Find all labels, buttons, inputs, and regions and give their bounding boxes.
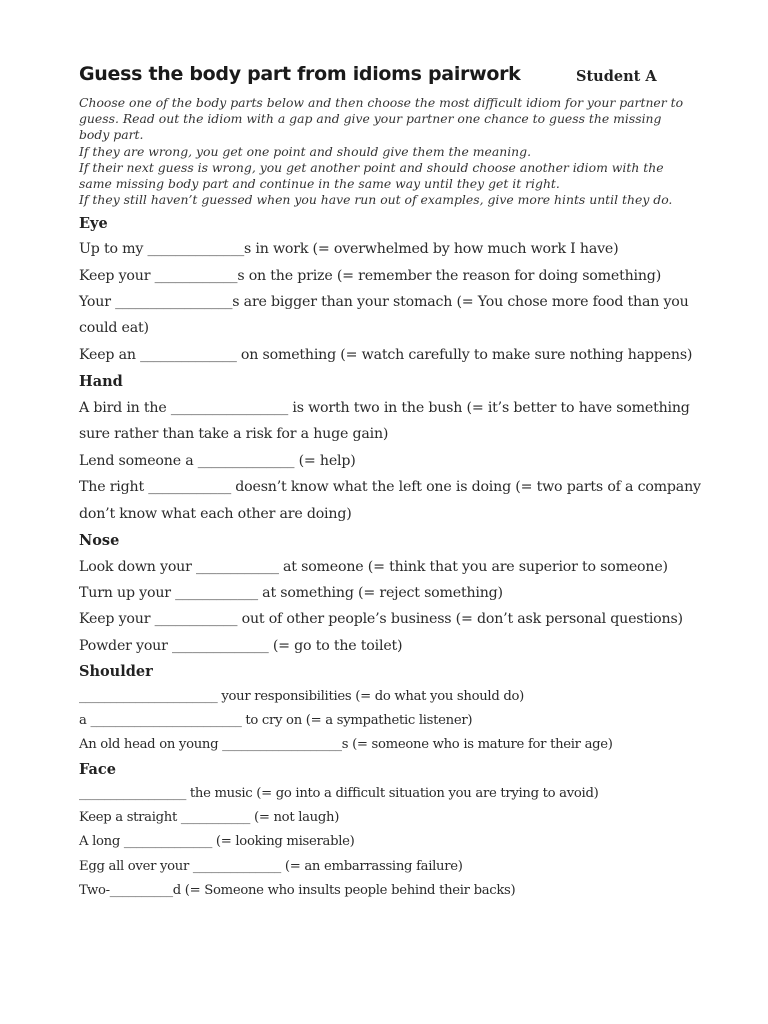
idiom-line: A long ______________ (= looking miserable) bbox=[79, 834, 355, 849]
page-title: Guess the body part from idioms pairwork bbox=[79, 63, 521, 85]
idiom-line: A bird in the _________________ is worth two in the bush (= it’s better to have something bbox=[79, 400, 690, 416]
section-title-face: Face bbox=[79, 761, 116, 778]
instruction-paragraph: If they still haven’t guessed when you have run out of examples, give more hints until they do. bbox=[79, 192, 673, 208]
idiom-line: Keep an ______________ on something (= watch carefully to make sure nothing happens) bbox=[79, 347, 693, 363]
idiom-line: sure rather than take a risk for a huge gain) bbox=[79, 426, 389, 442]
idiom-line: Your _________________s are bigger than your stomach (= You chose more food than you bbox=[79, 294, 689, 310]
idiom-line: Powder your ______________ (= go to the toilet) bbox=[79, 638, 403, 654]
student-label: Student A bbox=[576, 68, 657, 85]
idiom-line: could eat) bbox=[79, 320, 149, 336]
instruction-paragraph: Choose one of the body parts below and then choose the most difficult idiom for your partner to guess. Read out the idiom with a gap and give your partner one chance to guess the missing body part. bbox=[79, 95, 684, 143]
idiom-line: The right ____________ doesn’t know what the left one is doing (= two parts of a company bbox=[79, 479, 701, 495]
idiom-line: Look down your ____________ at someone (= think that you are superior to someone) bbox=[79, 559, 668, 575]
idiom-line: ______________________ your responsibilities (= do what you should do) bbox=[79, 689, 524, 704]
section-title-eye: Eye bbox=[79, 215, 108, 232]
instruction-paragraph: If they are wrong, you get one point and should give them the meaning. bbox=[79, 143, 532, 159]
idiom-line: An old head on young ___________________s (= someone who is mature for their age) bbox=[79, 737, 613, 752]
idiom-line: a ________________________ to cry on (= a sympathetic listener) bbox=[79, 713, 473, 728]
idiom-line: Turn up your ____________ at something (= reject something) bbox=[79, 585, 503, 601]
idiom-line: Keep a straight ___________ (= not laugh) bbox=[79, 810, 340, 825]
section-title-shoulder: Shoulder bbox=[79, 663, 153, 680]
idiom-line: Lend someone a ______________ (= help) bbox=[79, 453, 356, 469]
idiom-line: Keep your ____________ out of other people’s business (= don’t ask personal questions) bbox=[79, 611, 683, 627]
idiom-line: Up to my ______________s in work (= overwhelmed by how much work I have) bbox=[79, 241, 619, 257]
section-title-hand: Hand bbox=[79, 373, 123, 390]
instructions bbox=[79, 95, 694, 208]
idiom-line: Keep your ____________s on the prize (= remember the reason for doing something) bbox=[79, 268, 662, 284]
idiom-line: Egg all over your ______________ (= an embarrassing failure) bbox=[79, 859, 463, 874]
idiom-line: Two-__________d (= Someone who insults people behind their backs) bbox=[79, 883, 516, 898]
section-title-nose: Nose bbox=[79, 532, 120, 549]
idiom-line: _________________ the music (= go into a difficult situation you are trying to avoid) bbox=[79, 786, 599, 801]
idiom-line: don’t know what each other are doing) bbox=[79, 506, 352, 522]
instruction-paragraph: If their next guess is wrong, you get another point and should choose another idiom with the same missing body part and continue in the same way until they get it right. bbox=[79, 159, 664, 192]
